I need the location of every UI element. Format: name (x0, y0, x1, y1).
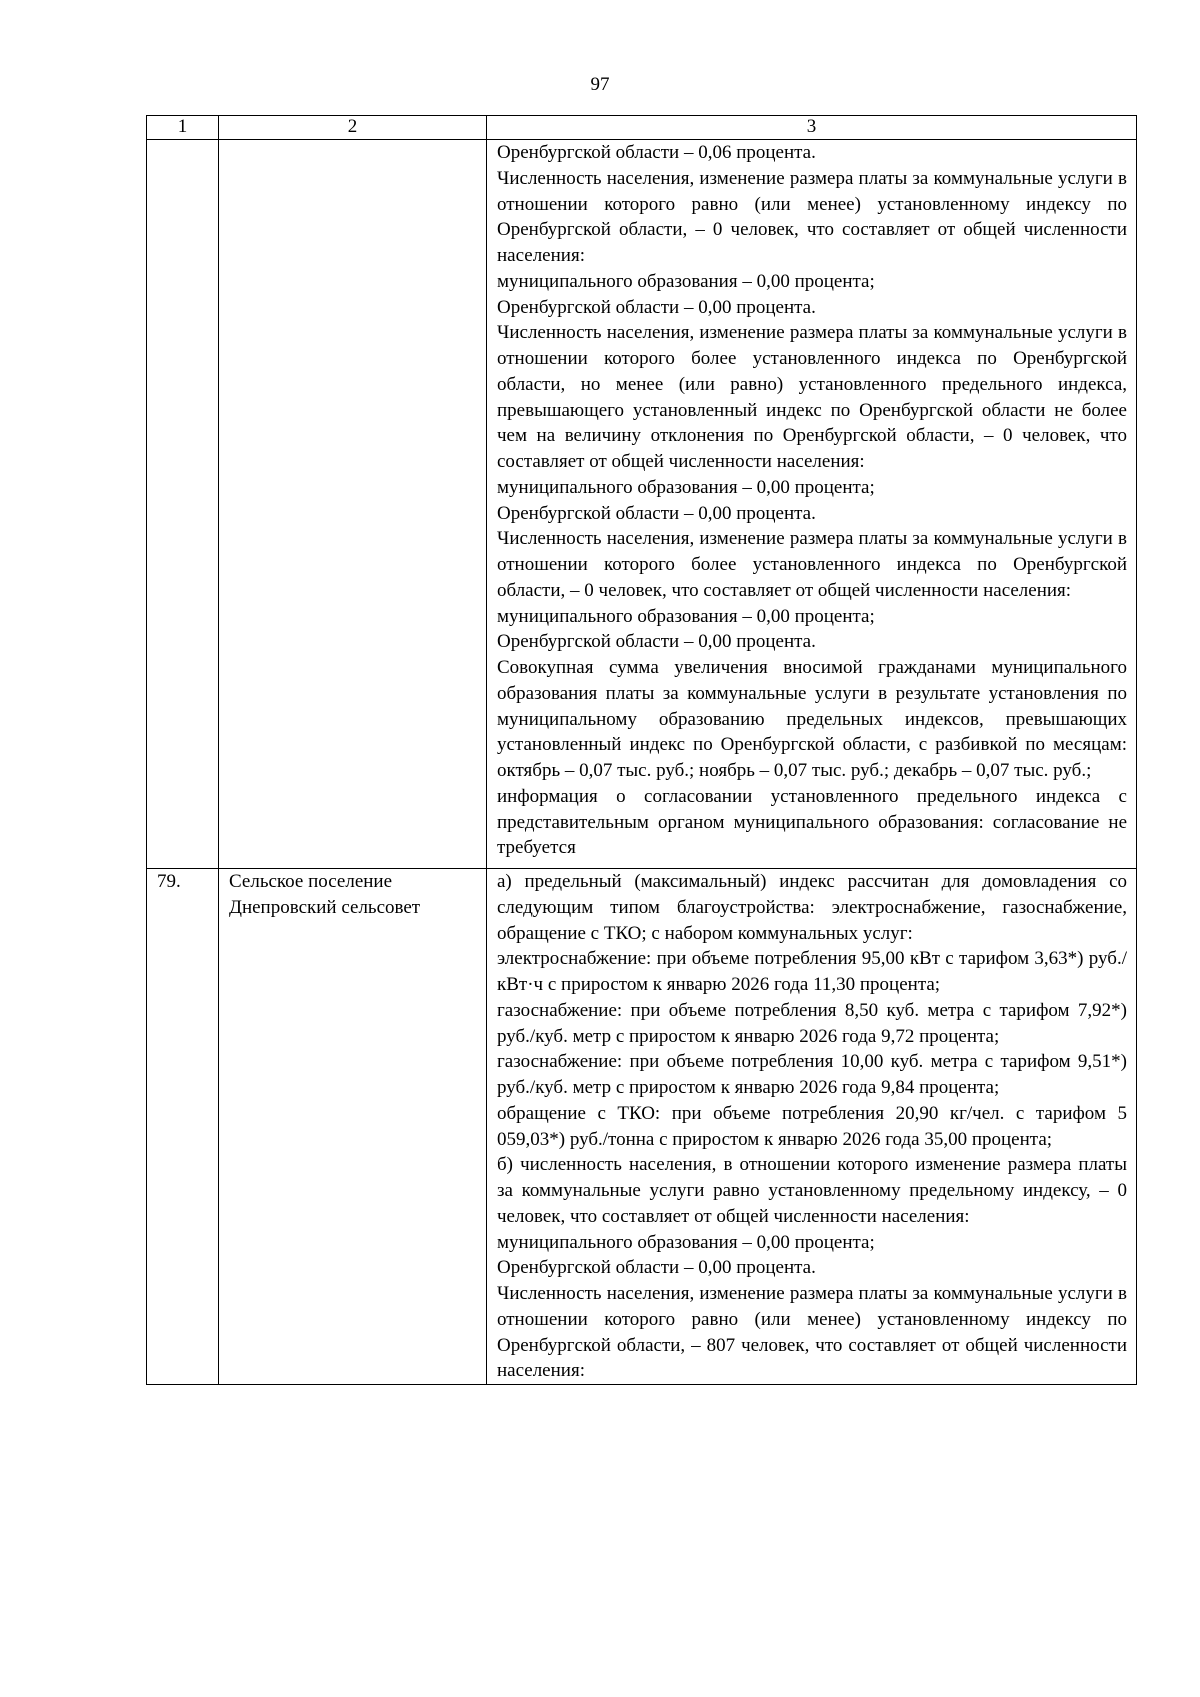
paragraph: муниципального образования – 0,00 процента; (497, 270, 875, 292)
table-row-79 (147, 869, 1137, 1385)
description-cell (487, 140, 1137, 869)
paragraph: муниципального образования – 0,00 процента; (497, 476, 875, 498)
municipality-name-line: Днепровский сельсовет (229, 896, 421, 918)
description-text (487, 869, 1136, 1384)
municipality-name-line: Сельское поселение (229, 871, 393, 892)
row-number-cell: 79. (147, 869, 219, 1385)
paragraph: Численность населения, изменение размера платы за коммунальные услуги в отношении которого равно (или менее) установленному индексу по Оренбургской области, – 0 человек, что составляет от общей численности населения: (497, 167, 1127, 266)
document-table (146, 115, 1137, 1385)
paragraph: Оренбургской области – 0,00 процента. (497, 296, 816, 318)
paragraph: обращение с ТКО: при объеме потребления 20,90 кг/чел. с тарифом 5 059,03*) руб./тонна с приростом к январю 2026 года 35,00 процента; (497, 1102, 1127, 1150)
paragraph: а) предельный (максимальный) индекс рассчитан для домовладения со следующим типом благоустройства: электроснабжение, газоснабжение, обращение с ТКО; с набором коммунальных услуг: (497, 871, 1127, 944)
page-number: 97 (590, 74, 610, 95)
column-header-3: 3 (487, 116, 1137, 140)
municipality-name-cell (219, 869, 487, 1385)
paragraph: газоснабжение: при объеме потребления 8,50 куб. метра с тарифом 7,92*) руб./куб. метр с приростом к январю 2026 года 9,72 процента; (497, 999, 1127, 1047)
paragraph: Оренбургской области – 0,06 процента. (497, 142, 816, 163)
column-header-1: 1 (147, 116, 219, 140)
table-header-row (147, 116, 1137, 140)
description-cell (487, 869, 1137, 1385)
row-number-cell (147, 140, 219, 869)
column-header-2: 2 (219, 116, 487, 140)
paragraph: Численность населения, изменение размера платы за коммунальные услуги в отношении которого более установленного индекса по Оренбургской области, – 0 человек, что составляет от общей численности населения: (497, 528, 1127, 601)
paragraph: информация о согласовании установленного предельного индекса с представительным органом муниципального образования: согласование не требуется (497, 785, 1127, 859)
table-row-continuation (147, 140, 1137, 869)
paragraph: электроснабжение: при объеме потребления 95,00 кВт с тарифом 3,63*) руб./кВт·ч с приростом к январю 2026 года 11,30 процента; (497, 948, 1127, 995)
paragraph: Численность населения, изменение размера платы за коммунальные услуги в отношении которого равно (или менее) установленному индексу по Оренбургской области, – 807 человек, что составляет от общей численности населения: (497, 1283, 1127, 1382)
paragraph: Оренбургской области – 0,00 процента. (497, 1257, 816, 1279)
paragraph: муниципального образования – 0,00 процента; (497, 605, 875, 627)
paragraph: б) численность населения, в отношении которого изменение размера платы за коммунальные услуги равно установленному предельному индексу, – 0 человек, что составляет от общей численности населения: (497, 1154, 1127, 1227)
municipality-name-cell (219, 140, 487, 869)
paragraph: Численность населения, изменение размера платы за коммунальные услуги в отношении которого более установленного индекса по Оренбургской области, но менее (или равно) установленного предельного индекса, превышающего установленный индекс по Оренбургской области не более чем на величину отклонения по Оренбургской области, – 0 человек, что составляет от общей численности населения: (497, 322, 1127, 472)
paragraph: муниципального образования – 0,00 процента; (497, 1231, 875, 1253)
paragraph: Оренбургской области – 0,00 процента. (497, 502, 816, 524)
paragraph: газоснабжение: при объеме потребления 10,00 куб. метра с тарифом 9,51*) руб./куб. метр с приростом к январю 2026 года 9,84 процента; (497, 1051, 1127, 1098)
paragraph: Оренбургской области – 0,00 процента. (497, 631, 816, 653)
description-text (487, 140, 1136, 861)
paragraph: Совокупная сумма увеличения вносимой гражданами муниципального образования платы за коммунальные услуги в результате установления по муниципальному образованию предельных индексов, превышающих установленный индекс по Оренбургской области, с разбивкой по месяцам: октябрь – 0,07 тыс. руб.; ноябрь – 0,07 тыс. руб.; декабрь – 0,07 тыс. руб.; (497, 657, 1127, 781)
